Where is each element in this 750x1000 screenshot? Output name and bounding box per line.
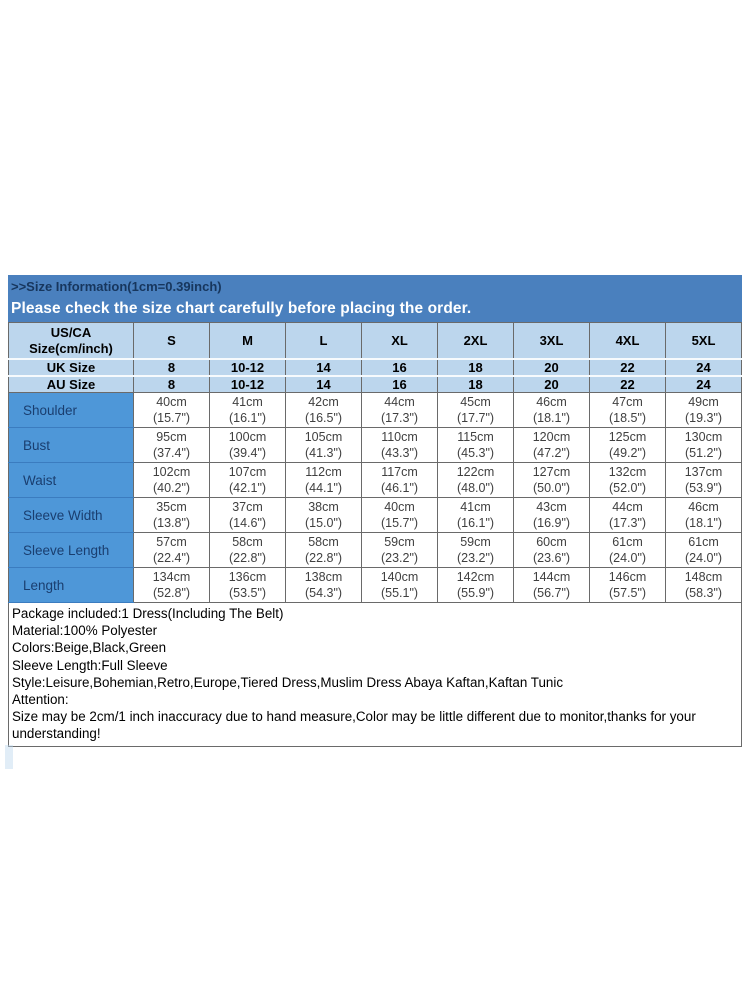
product-details [8,603,742,747]
size-column-header-xl: XL [362,323,438,360]
measurement-row [9,568,742,603]
au-size-value: 14 [286,376,362,393]
measurement-cell: 40cm (15.7") [134,393,210,428]
measurement-cell: 57cm (22.4") [134,533,210,568]
detail-line: Size may be 2cm/1 inch inaccuracy due to hand measure,Color may be little different due to monitor,thanks for your understanding! [12,709,696,742]
detail-line: Material:100% Polyester [12,623,158,639]
measurement-cell: 59cm (23.2") [362,533,438,568]
measurement-label: Waist [9,463,134,498]
measurement-cell: 122cm (48.0") [438,463,514,498]
measurement-cell: 43cm (16.9") [514,498,590,533]
size-column-header-l: L [286,323,362,360]
measurement-cell: 61cm (24.0") [666,533,742,568]
corner-header: US/CA Size(cm/inch) [9,323,134,360]
measurement-cell: 115cm (45.3") [438,428,514,463]
measurement-cell: 112cm (44.1") [286,463,362,498]
size-column-header-4xl: 4XL [590,323,666,360]
measurement-cell: 44cm (17.3") [590,498,666,533]
uk-size-row [9,359,742,376]
detail-line: Attention: [12,692,69,708]
uk-size-value: 20 [514,359,590,376]
measurement-cell: 105cm (41.3") [286,428,362,463]
measurement-cell: 100cm (39.4") [210,428,286,463]
measurement-cell: 61cm (24.0") [590,533,666,568]
header-row [9,323,742,360]
measurement-cell: 41cm (16.1") [210,393,286,428]
measurement-cell: 41cm (16.1") [438,498,514,533]
size-column-header-5xl: 5XL [666,323,742,360]
measurement-cell: 102cm (40.2") [134,463,210,498]
au-size-value: 16 [362,376,438,393]
measurement-row [9,428,742,463]
uk-size-value: 10-12 [210,359,286,376]
uk-size-value: 18 [438,359,514,376]
uk-size-value: 8 [134,359,210,376]
measurement-cell: 38cm (15.0") [286,498,362,533]
scan-artifact [5,745,13,769]
measurement-row [9,498,742,533]
size-info-sheet [8,275,742,747]
measurement-cell: 136cm (53.5") [210,568,286,603]
measurement-row [9,463,742,498]
uk-size-value: 24 [666,359,742,376]
measurement-label: Sleeve Width [9,498,134,533]
measurement-cell: 107cm (42.1") [210,463,286,498]
measurement-cell: 60cm (23.6") [514,533,590,568]
measurement-row [9,533,742,568]
au-size-value: 24 [666,376,742,393]
detail-line: Sleeve Length:Full Sleeve [12,657,168,673]
size-table-head [9,323,742,393]
measurement-cell: 148cm (58.3") [666,568,742,603]
measurement-cell: 35cm (13.8") [134,498,210,533]
au-size-label: AU Size [9,376,134,393]
measurement-cell: 140cm (55.1") [362,568,438,603]
measurement-cell: 49cm (19.3") [666,393,742,428]
measurement-cell: 59cm (23.2") [438,533,514,568]
measurement-label: Shoulder [9,393,134,428]
detail-line: Style:Leisure,Bohemian,Retro,Europe,Tiered Dress,Muslim Dress Abaya Kaftan,Kaftan Tunic [12,674,564,690]
measurement-cell: 117cm (46.1") [362,463,438,498]
size-table [8,322,742,603]
banner-title: >>Size Information(1cm=0.39inch) [11,279,222,294]
measurement-cell: 137cm (53.9") [666,463,742,498]
measurement-label: Length [9,568,134,603]
measurement-cell: 95cm (37.4") [134,428,210,463]
uk-size-value: 14 [286,359,362,376]
measurement-cell: 42cm (16.5") [286,393,362,428]
measurement-cell: 58cm (22.8") [286,533,362,568]
size-column-header-2xl: 2XL [438,323,514,360]
measurement-cell: 45cm (17.7") [438,393,514,428]
measurement-cell: 132cm (52.0") [590,463,666,498]
measurement-cell: 144cm (56.7") [514,568,590,603]
measurement-cell: 127cm (50.0") [514,463,590,498]
measurement-row [9,393,742,428]
measurement-cell: 58cm (22.8") [210,533,286,568]
size-column-header-3xl: 3XL [514,323,590,360]
measurement-label: Bust [9,428,134,463]
banner-subtitle: Please check the size chart carefully before placing the order. [11,300,472,317]
measurement-cell: 142cm (55.9") [438,568,514,603]
measurement-cell: 46cm (18.1") [514,393,590,428]
measurement-cell: 37cm (14.6") [210,498,286,533]
measurement-cell: 130cm (51.2") [666,428,742,463]
au-size-value: 8 [134,376,210,393]
measurement-cell: 47cm (18.5") [590,393,666,428]
measurement-cell: 138cm (54.3") [286,568,362,603]
measurement-cell: 125cm (49.2") [590,428,666,463]
au-size-value: 18 [438,376,514,393]
measurement-cell: 146cm (57.5") [590,568,666,603]
measurement-cell: 110cm (43.3") [362,428,438,463]
size-table-body [9,393,742,603]
measurement-cell: 46cm (18.1") [666,498,742,533]
au-size-value: 20 [514,376,590,393]
measurement-cell: 44cm (17.3") [362,393,438,428]
detail-line: Package included:1 Dress(Including The Belt) [12,606,284,621]
size-info-banner [8,275,742,322]
measurement-cell: 40cm (15.7") [362,498,438,533]
uk-size-value: 16 [362,359,438,376]
au-size-value: 22 [590,376,666,393]
au-size-row [9,376,742,393]
uk-size-label: UK Size [9,359,134,376]
measurement-cell: 120cm (47.2") [514,428,590,463]
uk-size-value: 22 [590,359,666,376]
measurement-label: Sleeve Length [9,533,134,568]
size-column-header-s: S [134,323,210,360]
detail-line: Colors:Beige,Black,Green [12,640,167,656]
au-size-value: 10-12 [210,376,286,393]
size-column-header-m: M [210,323,286,360]
measurement-cell: 134cm (52.8") [134,568,210,603]
